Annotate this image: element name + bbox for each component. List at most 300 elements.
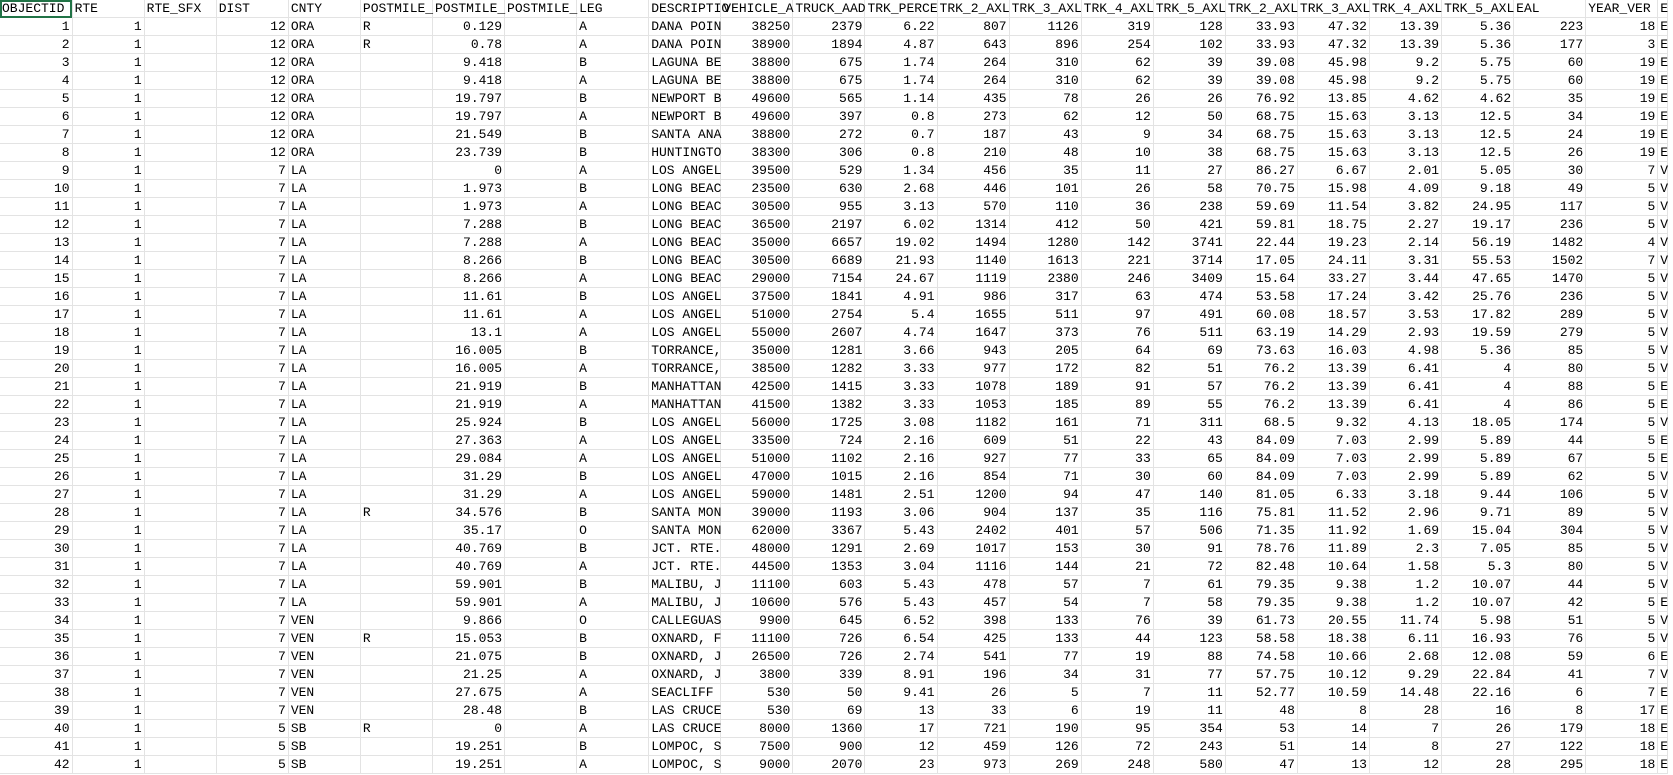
- table-cell[interactable]: 76.2: [1225, 378, 1297, 396]
- table-cell[interactable]: 11.61: [432, 288, 504, 306]
- table-cell[interactable]: 248: [1081, 756, 1153, 774]
- table-cell[interactable]: 40: [0, 720, 72, 738]
- table-cell[interactable]: LA: [288, 558, 360, 576]
- table-cell[interactable]: 19: [1586, 54, 1658, 72]
- table-cell[interactable]: 289: [1514, 306, 1586, 324]
- table-cell[interactable]: V: [1658, 468, 1668, 486]
- table-cell[interactable]: 14.48: [1369, 684, 1441, 702]
- table-cell[interactable]: [505, 648, 577, 666]
- table-cell[interactable]: B: [577, 648, 649, 666]
- table-cell[interactable]: OXNARD, F: [649, 630, 721, 648]
- table-cell[interactable]: [360, 216, 432, 234]
- table-cell[interactable]: 9.2: [1369, 54, 1441, 72]
- table-cell[interactable]: 5: [1586, 594, 1658, 612]
- table-cell[interactable]: 272: [793, 126, 865, 144]
- table-cell[interactable]: 1: [72, 684, 144, 702]
- table-cell[interactable]: 50: [1081, 216, 1153, 234]
- table-cell[interactable]: B: [577, 630, 649, 648]
- table-cell[interactable]: [505, 270, 577, 288]
- table-cell[interactable]: [505, 144, 577, 162]
- table-cell[interactable]: 295: [1514, 756, 1586, 774]
- table-cell[interactable]: SANTA ANA: [649, 126, 721, 144]
- table-cell[interactable]: LOS ANGEL: [649, 486, 721, 504]
- table-cell[interactable]: 9.418: [432, 72, 504, 90]
- header-cell[interactable]: CNTY: [288, 0, 360, 18]
- table-cell[interactable]: 3800: [721, 666, 793, 684]
- table-cell[interactable]: 18.05: [1442, 414, 1514, 432]
- table-cell[interactable]: 62000: [721, 522, 793, 540]
- header-cell[interactable]: DESCRIPTIO: [649, 0, 721, 18]
- table-cell[interactable]: 7: [216, 414, 288, 432]
- table-cell[interactable]: 14: [1297, 720, 1369, 738]
- table-cell[interactable]: 8: [1514, 702, 1586, 720]
- table-cell[interactable]: 23500: [721, 180, 793, 198]
- table-cell[interactable]: 1: [72, 252, 144, 270]
- table-cell[interactable]: 5: [1586, 198, 1658, 216]
- table-cell[interactable]: 36: [1081, 198, 1153, 216]
- table-cell[interactable]: [144, 342, 216, 360]
- table-cell[interactable]: 60: [1153, 468, 1225, 486]
- table-cell[interactable]: [144, 378, 216, 396]
- table-cell[interactable]: 5: [1586, 414, 1658, 432]
- table-cell[interactable]: 5.36: [1442, 342, 1514, 360]
- table-cell[interactable]: 57: [1081, 522, 1153, 540]
- table-cell[interactable]: 20: [0, 360, 72, 378]
- table-cell[interactable]: 187: [937, 126, 1009, 144]
- header-cell[interactable]: TRK_5_AXL: [1153, 0, 1225, 18]
- table-cell[interactable]: 5.3: [1442, 558, 1514, 576]
- table-cell[interactable]: 24: [0, 432, 72, 450]
- table-cell[interactable]: 5: [1586, 558, 1658, 576]
- header-cell[interactable]: DIST: [216, 0, 288, 18]
- table-cell[interactable]: [360, 738, 432, 756]
- table-cell[interactable]: 27: [1153, 162, 1225, 180]
- table-cell[interactable]: 67: [1514, 450, 1586, 468]
- table-cell[interactable]: 82.48: [1225, 558, 1297, 576]
- table-cell[interactable]: V: [1658, 630, 1668, 648]
- table-cell[interactable]: 30500: [721, 252, 793, 270]
- table-cell[interactable]: [360, 468, 432, 486]
- table-cell[interactable]: 3.06: [865, 504, 937, 522]
- table-cell[interactable]: [144, 684, 216, 702]
- table-cell[interactable]: 4.87: [865, 36, 937, 54]
- table-cell[interactable]: 14.29: [1297, 324, 1369, 342]
- table-cell[interactable]: E: [1658, 684, 1668, 702]
- table-cell[interactable]: 110: [1009, 198, 1081, 216]
- table-cell[interactable]: LOS ANGEL: [649, 306, 721, 324]
- header-cell[interactable]: YEAR_VER: [1586, 0, 1658, 18]
- table-cell[interactable]: [360, 270, 432, 288]
- table-cell[interactable]: ORA: [288, 54, 360, 72]
- table-cell[interactable]: R: [360, 504, 432, 522]
- table-cell[interactable]: 27.363: [432, 432, 504, 450]
- table-cell[interactable]: MALIBU, J: [649, 594, 721, 612]
- table-cell[interactable]: LOS ANGEL: [649, 324, 721, 342]
- table-cell[interactable]: 30: [0, 540, 72, 558]
- table-cell[interactable]: 609: [937, 432, 1009, 450]
- table-cell[interactable]: 60.08: [1225, 306, 1297, 324]
- table-cell[interactable]: 12: [1369, 756, 1441, 774]
- table-cell[interactable]: A: [577, 324, 649, 342]
- table-cell[interactable]: 41500: [721, 396, 793, 414]
- table-cell[interactable]: [360, 198, 432, 216]
- table-cell[interactable]: 24.11: [1297, 252, 1369, 270]
- table-cell[interactable]: B: [577, 288, 649, 306]
- table-cell[interactable]: 76.92: [1225, 90, 1297, 108]
- table-cell[interactable]: 2402: [937, 522, 1009, 540]
- table-cell[interactable]: 319: [1081, 18, 1153, 36]
- table-cell[interactable]: 7: [216, 360, 288, 378]
- table-cell[interactable]: 22: [1081, 432, 1153, 450]
- table-cell[interactable]: 69: [793, 702, 865, 720]
- table-cell[interactable]: [360, 432, 432, 450]
- table-cell[interactable]: 927: [937, 450, 1009, 468]
- table-cell[interactable]: 7: [216, 198, 288, 216]
- table-cell[interactable]: [505, 576, 577, 594]
- table-cell[interactable]: LONG BEAC: [649, 252, 721, 270]
- table-cell[interactable]: 31.29: [432, 486, 504, 504]
- table-cell[interactable]: 7: [216, 486, 288, 504]
- table-cell[interactable]: 58: [1153, 180, 1225, 198]
- table-cell[interactable]: 58.58: [1225, 630, 1297, 648]
- table-cell[interactable]: [505, 396, 577, 414]
- table-cell[interactable]: 236: [1514, 216, 1586, 234]
- table-cell[interactable]: 2.16: [865, 432, 937, 450]
- table-cell[interactable]: 35.17: [432, 522, 504, 540]
- table-cell[interactable]: 142: [1081, 234, 1153, 252]
- table-cell[interactable]: 955: [793, 198, 865, 216]
- header-cell[interactable]: RTE_SFX: [144, 0, 216, 18]
- table-cell[interactable]: 59.69: [1225, 198, 1297, 216]
- table-cell[interactable]: SEACLIFF: [649, 684, 721, 702]
- table-cell[interactable]: 19.17: [1442, 216, 1514, 234]
- table-cell[interactable]: A: [577, 684, 649, 702]
- table-cell[interactable]: [144, 306, 216, 324]
- table-cell[interactable]: 603: [793, 576, 865, 594]
- table-cell[interactable]: VEN: [288, 684, 360, 702]
- table-cell[interactable]: 15.63: [1297, 108, 1369, 126]
- table-cell[interactable]: E: [1658, 108, 1668, 126]
- table-cell[interactable]: 29000: [721, 270, 793, 288]
- table-cell[interactable]: 5: [1586, 360, 1658, 378]
- table-cell[interactable]: 2.68: [865, 180, 937, 198]
- table-cell[interactable]: LOS ANGEL: [649, 414, 721, 432]
- table-cell[interactable]: 2754: [793, 306, 865, 324]
- table-cell[interactable]: 6.41: [1369, 378, 1441, 396]
- table-cell[interactable]: A: [577, 270, 649, 288]
- table-cell[interactable]: B: [577, 180, 649, 198]
- table-cell[interactable]: 7: [0, 126, 72, 144]
- table-cell[interactable]: 2197: [793, 216, 865, 234]
- table-cell[interactable]: 12: [216, 144, 288, 162]
- table-cell[interactable]: [360, 522, 432, 540]
- table-cell[interactable]: [144, 36, 216, 54]
- table-cell[interactable]: 18: [1586, 738, 1658, 756]
- table-cell[interactable]: 0.7: [865, 126, 937, 144]
- table-cell[interactable]: 1: [72, 522, 144, 540]
- table-cell[interactable]: 12: [216, 90, 288, 108]
- table-cell[interactable]: 1: [72, 144, 144, 162]
- table-cell[interactable]: 5: [1586, 486, 1658, 504]
- table-cell[interactable]: 1.973: [432, 180, 504, 198]
- table-cell[interactable]: 5.89: [1442, 450, 1514, 468]
- table-cell[interactable]: E: [1658, 702, 1668, 720]
- table-cell[interactable]: 3.44: [1369, 270, 1441, 288]
- table-cell[interactable]: 904: [937, 504, 1009, 522]
- table-cell[interactable]: 12: [216, 72, 288, 90]
- table-cell[interactable]: 12: [1081, 108, 1153, 126]
- table-cell[interactable]: 47.32: [1297, 36, 1369, 54]
- header-cell[interactable]: OBJECTID: [0, 0, 72, 18]
- table-cell[interactable]: 47000: [721, 468, 793, 486]
- table-cell[interactable]: 9.71: [1442, 504, 1514, 522]
- table-cell[interactable]: 41: [1514, 666, 1586, 684]
- table-cell[interactable]: 76: [1514, 630, 1586, 648]
- table-cell[interactable]: [360, 666, 432, 684]
- table-cell[interactable]: 1: [72, 450, 144, 468]
- table-cell[interactable]: 144: [1009, 558, 1081, 576]
- table-cell[interactable]: 63.19: [1225, 324, 1297, 342]
- table-cell[interactable]: LONG BEAC: [649, 234, 721, 252]
- table-cell[interactable]: [505, 612, 577, 630]
- table-cell[interactable]: E: [1658, 720, 1668, 738]
- table-cell[interactable]: 5.43: [865, 522, 937, 540]
- table-cell[interactable]: 943: [937, 342, 1009, 360]
- table-cell[interactable]: 10.12: [1297, 666, 1369, 684]
- table-cell[interactable]: 1470: [1514, 270, 1586, 288]
- table-cell[interactable]: SB: [288, 738, 360, 756]
- table-cell[interactable]: A: [577, 36, 649, 54]
- table-cell[interactable]: 1.2: [1369, 594, 1441, 612]
- table-cell[interactable]: 221: [1081, 252, 1153, 270]
- table-cell[interactable]: 7: [216, 306, 288, 324]
- table-cell[interactable]: 9.866: [432, 612, 504, 630]
- table-cell[interactable]: [505, 90, 577, 108]
- table-cell[interactable]: 7.03: [1297, 468, 1369, 486]
- table-cell[interactable]: 58: [1153, 594, 1225, 612]
- table-cell[interactable]: 20.55: [1297, 612, 1369, 630]
- table-cell[interactable]: 6: [1586, 648, 1658, 666]
- table-cell[interactable]: LONG BEAC: [649, 198, 721, 216]
- table-cell[interactable]: 39: [1153, 612, 1225, 630]
- table-cell[interactable]: 3.53: [1369, 306, 1441, 324]
- table-cell[interactable]: 35000: [721, 342, 793, 360]
- table-cell[interactable]: 18: [0, 324, 72, 342]
- table-cell[interactable]: [505, 162, 577, 180]
- table-cell[interactable]: 28: [1442, 756, 1514, 774]
- table-cell[interactable]: 5.36: [1442, 18, 1514, 36]
- table-cell[interactable]: 397: [793, 108, 865, 126]
- table-cell[interactable]: 1: [72, 612, 144, 630]
- table-cell[interactable]: 1: [72, 216, 144, 234]
- table-cell[interactable]: [360, 324, 432, 342]
- table-cell[interactable]: E: [1658, 432, 1668, 450]
- table-cell[interactable]: 44: [1514, 576, 1586, 594]
- table-cell[interactable]: LA: [288, 486, 360, 504]
- table-cell[interactable]: B: [577, 144, 649, 162]
- table-cell[interactable]: 12.5: [1442, 126, 1514, 144]
- table-cell[interactable]: [360, 144, 432, 162]
- table-cell[interactable]: 1102: [793, 450, 865, 468]
- table-cell[interactable]: 807: [937, 18, 1009, 36]
- table-cell[interactable]: 2.96: [1369, 504, 1441, 522]
- table-cell[interactable]: 2.51: [865, 486, 937, 504]
- header-cell[interactable]: TRK_2_AXL: [1225, 0, 1297, 18]
- table-cell[interactable]: 1.69: [1369, 522, 1441, 540]
- table-cell[interactable]: 57: [1153, 378, 1225, 396]
- table-cell[interactable]: [360, 108, 432, 126]
- table-cell[interactable]: [144, 756, 216, 774]
- table-cell[interactable]: [144, 198, 216, 216]
- table-cell[interactable]: 62: [1514, 468, 1586, 486]
- table-cell[interactable]: [360, 558, 432, 576]
- table-cell[interactable]: O: [577, 612, 649, 630]
- table-cell[interactable]: 19.02: [865, 234, 937, 252]
- header-cell[interactable]: E: [1658, 0, 1668, 18]
- table-cell[interactable]: R: [360, 18, 432, 36]
- header-cell[interactable]: TRK_4_AXL: [1369, 0, 1441, 18]
- table-cell[interactable]: [360, 414, 432, 432]
- table-cell[interactable]: 6: [1514, 684, 1586, 702]
- table-cell[interactable]: [144, 90, 216, 108]
- table-cell[interactable]: 44: [1081, 630, 1153, 648]
- table-cell[interactable]: [505, 720, 577, 738]
- table-cell[interactable]: 1119: [937, 270, 1009, 288]
- table-cell[interactable]: [144, 486, 216, 504]
- table-cell[interactable]: TORRANCE,: [649, 360, 721, 378]
- table-cell[interactable]: 1: [72, 360, 144, 378]
- table-cell[interactable]: 9.29: [1369, 666, 1441, 684]
- table-cell[interactable]: 478: [937, 576, 1009, 594]
- table-cell[interactable]: 22.84: [1442, 666, 1514, 684]
- table-cell[interactable]: 1140: [937, 252, 1009, 270]
- table-cell[interactable]: 86.27: [1225, 162, 1297, 180]
- table-cell[interactable]: [505, 342, 577, 360]
- table-cell[interactable]: [505, 666, 577, 684]
- table-cell[interactable]: VEN: [288, 666, 360, 684]
- table-cell[interactable]: 69: [1153, 342, 1225, 360]
- table-cell[interactable]: LOS ANGEL: [649, 468, 721, 486]
- table-cell[interactable]: 35: [1009, 162, 1081, 180]
- table-cell[interactable]: 6: [0, 108, 72, 126]
- table-cell[interactable]: E: [1658, 18, 1668, 36]
- table-cell[interactable]: 6689: [793, 252, 865, 270]
- table-cell[interactable]: [505, 126, 577, 144]
- table-cell[interactable]: 56000: [721, 414, 793, 432]
- table-cell[interactable]: V: [1658, 612, 1668, 630]
- table-cell[interactable]: [144, 648, 216, 666]
- table-cell[interactable]: R: [360, 720, 432, 738]
- table-cell[interactable]: 33.93: [1225, 18, 1297, 36]
- table-cell[interactable]: [505, 360, 577, 378]
- table-cell[interactable]: 7: [216, 432, 288, 450]
- table-cell[interactable]: 1: [72, 468, 144, 486]
- table-cell[interactable]: V: [1658, 540, 1668, 558]
- table-cell[interactable]: 5: [1586, 180, 1658, 198]
- table-cell[interactable]: [144, 252, 216, 270]
- table-cell[interactable]: 35000: [721, 234, 793, 252]
- table-cell[interactable]: 39.08: [1225, 54, 1297, 72]
- table-cell[interactable]: 1182: [937, 414, 1009, 432]
- table-cell[interactable]: 19.251: [432, 756, 504, 774]
- table-cell[interactable]: 726: [793, 630, 865, 648]
- table-cell[interactable]: 50: [1153, 108, 1225, 126]
- table-cell[interactable]: [505, 414, 577, 432]
- table-cell[interactable]: ORA: [288, 72, 360, 90]
- table-cell[interactable]: 506: [1153, 522, 1225, 540]
- table-cell[interactable]: R: [360, 630, 432, 648]
- table-cell[interactable]: 19: [1586, 90, 1658, 108]
- table-cell[interactable]: 5: [1586, 522, 1658, 540]
- table-cell[interactable]: [144, 270, 216, 288]
- table-cell[interactable]: 7: [216, 522, 288, 540]
- table-cell[interactable]: 13.39: [1297, 378, 1369, 396]
- table-cell[interactable]: 94: [1009, 486, 1081, 504]
- table-cell[interactable]: 18.57: [1297, 306, 1369, 324]
- table-cell[interactable]: 11: [0, 198, 72, 216]
- table-cell[interactable]: 15.98: [1297, 180, 1369, 198]
- table-cell[interactable]: 6.67: [1297, 162, 1369, 180]
- table-cell[interactable]: 7: [1369, 720, 1441, 738]
- table-cell[interactable]: 1281: [793, 342, 865, 360]
- table-cell[interactable]: 9.44: [1442, 486, 1514, 504]
- table-cell[interactable]: 311: [1153, 414, 1225, 432]
- table-cell[interactable]: 1: [72, 648, 144, 666]
- table-cell[interactable]: 1353: [793, 558, 865, 576]
- table-cell[interactable]: 456: [937, 162, 1009, 180]
- table-cell[interactable]: 223: [1514, 18, 1586, 36]
- table-cell[interactable]: 7: [1586, 666, 1658, 684]
- table-cell[interactable]: 3367: [793, 522, 865, 540]
- table-cell[interactable]: 75.81: [1225, 504, 1297, 522]
- table-cell[interactable]: 7.288: [432, 216, 504, 234]
- table-cell[interactable]: HUNTINGTO: [649, 144, 721, 162]
- table-cell[interactable]: 21: [0, 378, 72, 396]
- table-cell[interactable]: 1: [72, 504, 144, 522]
- table-cell[interactable]: 7: [216, 702, 288, 720]
- table-cell[interactable]: 33: [937, 702, 1009, 720]
- table-cell[interactable]: 26: [0, 468, 72, 486]
- table-cell[interactable]: 56.19: [1442, 234, 1514, 252]
- table-cell[interactable]: 3.31: [1369, 252, 1441, 270]
- table-cell[interactable]: [505, 504, 577, 522]
- table-cell[interactable]: 7: [216, 324, 288, 342]
- table-cell[interactable]: 61.73: [1225, 612, 1297, 630]
- table-cell[interactable]: [144, 18, 216, 36]
- table-cell[interactable]: 50: [793, 684, 865, 702]
- table-cell[interactable]: LA: [288, 288, 360, 306]
- table-cell[interactable]: [360, 648, 432, 666]
- header-cell[interactable]: POSTMILE_: [360, 0, 432, 18]
- table-cell[interactable]: 26500: [721, 648, 793, 666]
- table-cell[interactable]: E: [1658, 594, 1668, 612]
- table-cell[interactable]: 7: [216, 504, 288, 522]
- table-cell[interactable]: 1841: [793, 288, 865, 306]
- table-cell[interactable]: 7: [216, 342, 288, 360]
- table-cell[interactable]: 6.52: [865, 612, 937, 630]
- table-cell[interactable]: 1481: [793, 486, 865, 504]
- table-cell[interactable]: 4.13: [1369, 414, 1441, 432]
- table-cell[interactable]: 62: [1081, 72, 1153, 90]
- table-cell[interactable]: 0.8: [865, 144, 937, 162]
- table-cell[interactable]: 71: [1081, 414, 1153, 432]
- table-cell[interactable]: 13.39: [1297, 360, 1369, 378]
- table-cell[interactable]: 1: [72, 666, 144, 684]
- table-cell[interactable]: 1.2: [1369, 576, 1441, 594]
- table-cell[interactable]: 7: [216, 594, 288, 612]
- table-cell[interactable]: 1482: [1514, 234, 1586, 252]
- table-cell[interactable]: 39000: [721, 504, 793, 522]
